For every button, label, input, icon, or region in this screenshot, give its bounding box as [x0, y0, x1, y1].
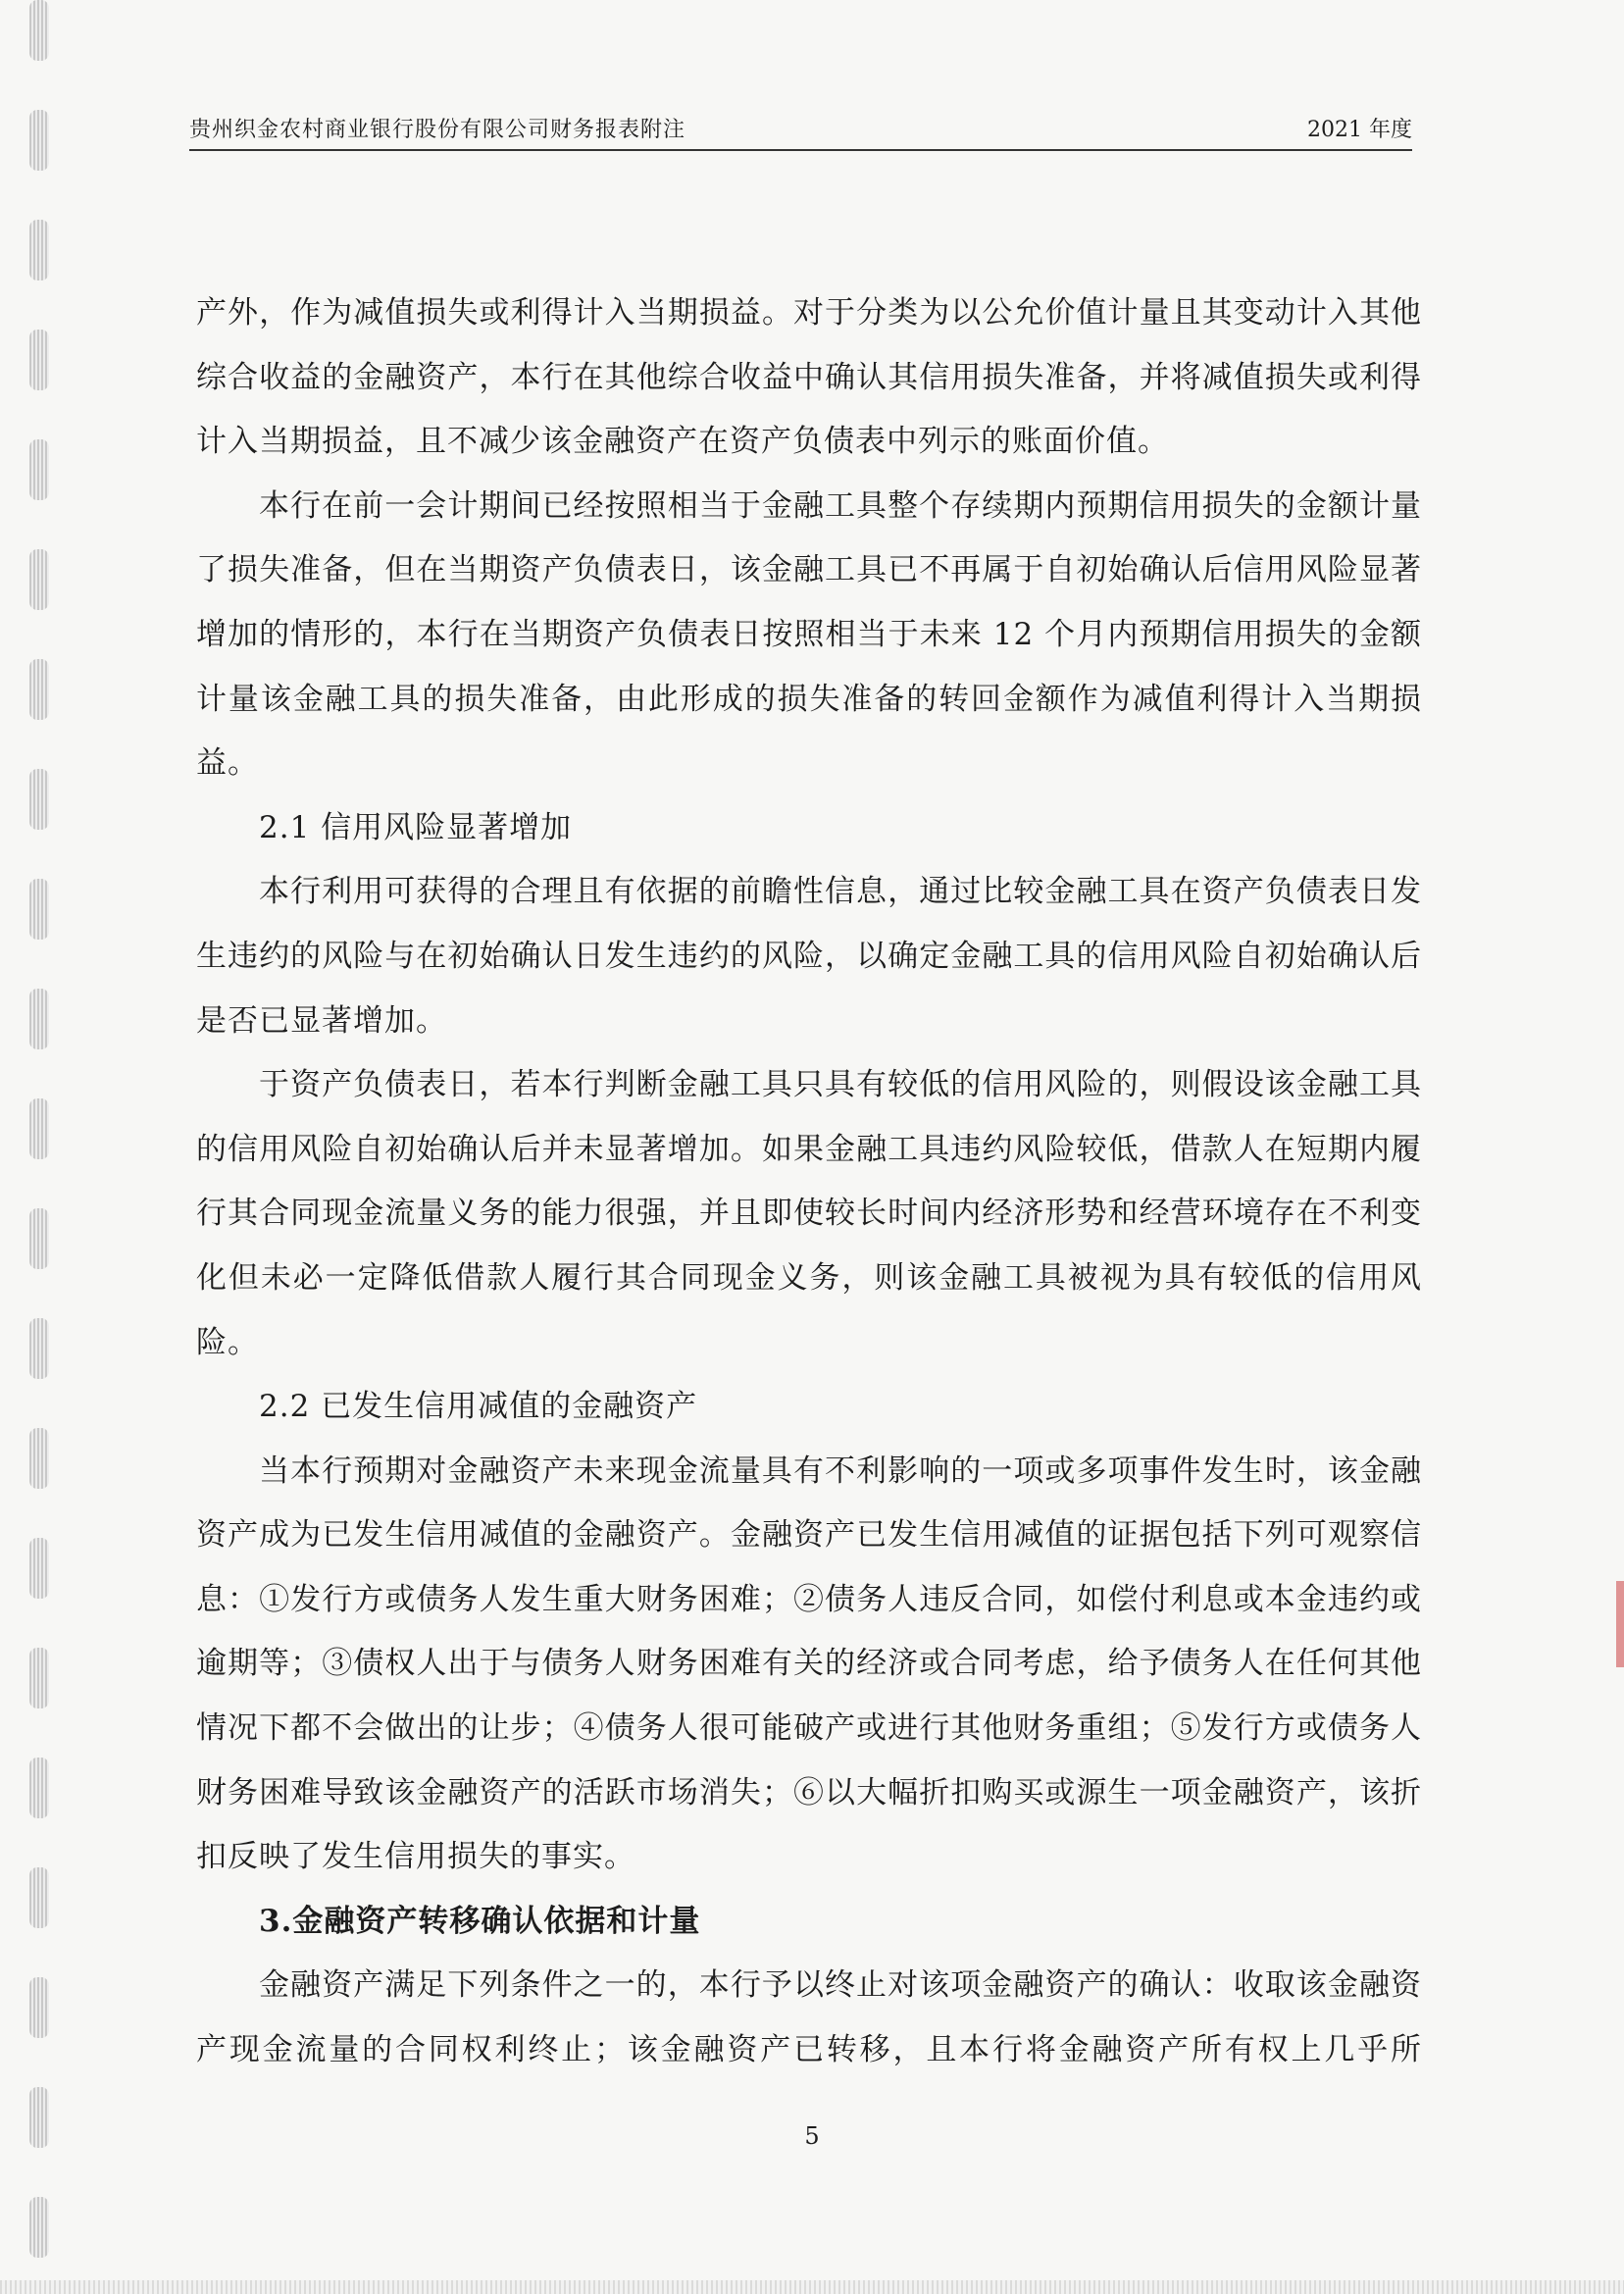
- binding-hole: [29, 989, 49, 1049]
- document-body: [196, 281, 1422, 2083]
- binding-hole: [29, 1867, 49, 1928]
- binding-hole: [29, 330, 49, 390]
- section-heading: 2.1 信用风险显著增加: [259, 809, 573, 845]
- paragraph: 本行在前一会计期间已经按照相当于金融工具整个存续期内预期信用损失的金额计量了损失准备，但在当期资产负债表日，该金融工具已不再属于自初始确认后信用风险显著增加的情形的，本行在当期资产负债表日按照相当于未来 12 个月内预期信用损失的金额计量该金融工具的损失准备，由此形成的损失准备的转回金额作为减值利得计入当期损益。: [196, 487, 1422, 782]
- paragraph: 本行利用可获得的合理且有依据的前瞻性信息，通过比较金融工具在资产负债表日发生违约的风险与在初始确认日发生违约的风险，以确定金融工具的信用风险自初始确认后是否已显著增加。: [196, 874, 1422, 1039]
- section-heading: 2.2 已发生信用减值的金融资产: [259, 1389, 698, 1425]
- paragraph: 当本行预期对金融资产未来现金流量具有不利影响的一项或多项事件发生时，该金融资产成为已发生信用减值的金融资产。金融资产已发生信用减值的证据包括下列可观察信息：①发行方或债务人发生重大财务困难；②债务人违反合同，如偿付利息或本金违约或逾期等；③债权人出于与债务人财务困难有关的经济或合同考虑，给予债务人在任何其他情况下都不会做出的让步；④债务人很可能破产或进行其他财务重组；⑤发行方或债务人财务困难导致该金融资产的活跃市场消失；⑥以大幅折扣购买或源生一项金融资产，该折扣反映了发生信用损失的事实。: [196, 1453, 1422, 1875]
- page-edge: [0, 2280, 1624, 2294]
- binding-hole: [29, 1428, 49, 1489]
- binding-hole: [29, 0, 49, 61]
- binding-hole: [29, 549, 49, 610]
- binding-hole: [29, 220, 49, 280]
- section-heading: 3.金融资产转移确认依据和计量: [259, 1903, 701, 1939]
- binding-hole: [29, 1098, 49, 1159]
- binding-hole: [29, 1758, 49, 1818]
- paragraph: 于资产负债表日，若本行判断金融工具只具有较低的信用风险的，则假设该金融工具的信用风险自初始确认后并未显著增加。如果金融工具违约风险较低，借款人在短期内履行其合同现金流量义务的能力很强，并且即使较长时间内经济形势和经营环境存在不利变化但未必一定降低借款人履行其合同现金义务，则该金融工具被视为具有较低的信用风险。: [196, 1067, 1422, 1360]
- paragraph: 金融资产满足下列条件之一的，本行予以终止对该项金融资产的确认：收取该金融资产现金流量的合同权利终止；该金融资产已转移，且本行将金融资产所有权上几乎所: [196, 1967, 1422, 2068]
- edge-mark: [1616, 1581, 1624, 1667]
- binding-hole: [29, 1538, 49, 1599]
- binding-hole: [29, 1648, 49, 1708]
- header-year: 2021 年度: [1307, 118, 1412, 142]
- binding-holes: [22, 0, 61, 2294]
- binding-hole: [29, 1318, 49, 1379]
- binding-hole: [29, 659, 49, 720]
- page-header: [189, 110, 1412, 151]
- binding-hole: [29, 769, 49, 830]
- binding-hole: [29, 879, 49, 940]
- binding-hole: [29, 1208, 49, 1269]
- binding-hole: [29, 1977, 49, 2038]
- binding-hole: [29, 2197, 49, 2258]
- page-number: 5: [804, 2122, 820, 2150]
- binding-hole: [29, 439, 49, 500]
- header-title: 贵州织金农村商业银行股份有限公司财务报表附注: [189, 118, 686, 142]
- paragraph: 产外，作为减值损失或利得计入当期损益。对于分类为以公允价值计量且其变动计入其他综合收益的金融资产，本行在其他综合收益中确认其信用损失准备，并将减值损失或利得计入当期损益，且不减少该金融资产在资产负债表中列示的账面价值。: [196, 295, 1422, 460]
- binding-hole: [29, 110, 49, 171]
